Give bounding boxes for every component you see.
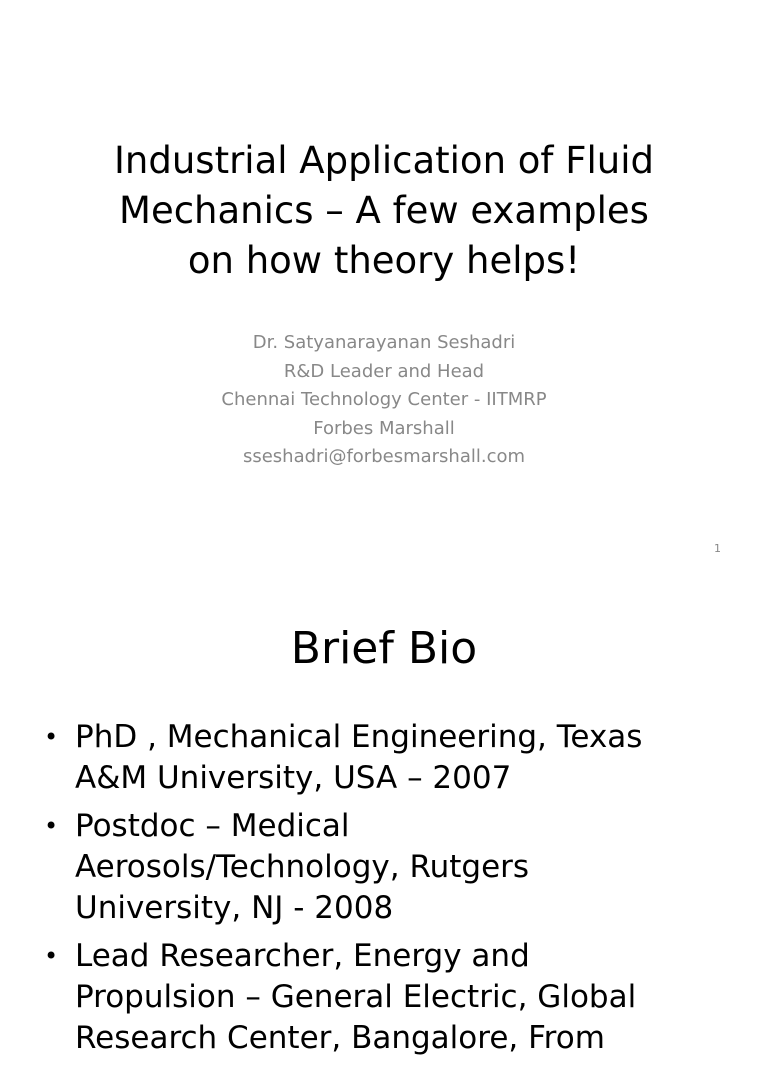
bullet-item <box>44 936 724 1059</box>
bio-bullet-list <box>44 717 724 1066</box>
author-role: R&D Leader and Head <box>283 360 485 382</box>
bio-title: Brief Bio <box>290 623 478 674</box>
bullet-line: A&M University, USA – 2007 <box>75 760 512 796</box>
bullet-line: Postdoc – Medical <box>75 808 350 844</box>
bullet-icon: • <box>44 812 59 840</box>
bullet-line: Lead Researcher, Energy and <box>75 938 530 974</box>
slide-2 <box>0 576 768 1056</box>
bullet-item <box>44 717 724 799</box>
bullet-item <box>44 806 724 929</box>
author-center: Chennai Technology Center - IITMRP <box>221 389 547 410</box>
author-name: Dr. Satyanarayanan Seshadri <box>252 332 516 353</box>
title-line: Mechanics – A few examples <box>119 189 649 232</box>
bullet-line: Aerosols/Technology, Rutgers <box>75 849 530 885</box>
bullet-icon: • <box>44 942 59 970</box>
author-info <box>0 329 768 472</box>
bullet-line: Propulsion – General Electric, Global <box>75 979 637 1015</box>
bullet-line: Research Center, Bangalore, From <box>75 1020 605 1056</box>
bullet-line: PhD , Mechanical Engineering, Texas <box>75 719 643 755</box>
title-line: on how theory helps! <box>187 239 581 282</box>
bullet-line: University, NJ - 2008 <box>75 890 394 926</box>
title-line: Industrial Application of Fluid <box>114 139 654 182</box>
page-number: 1 <box>714 542 721 555</box>
slide-title <box>0 136 768 286</box>
author-company: Forbes Marshall <box>313 417 455 439</box>
bullet-icon: • <box>44 723 59 751</box>
author-email: sseshadri@forbesmarshall.com <box>242 446 526 467</box>
